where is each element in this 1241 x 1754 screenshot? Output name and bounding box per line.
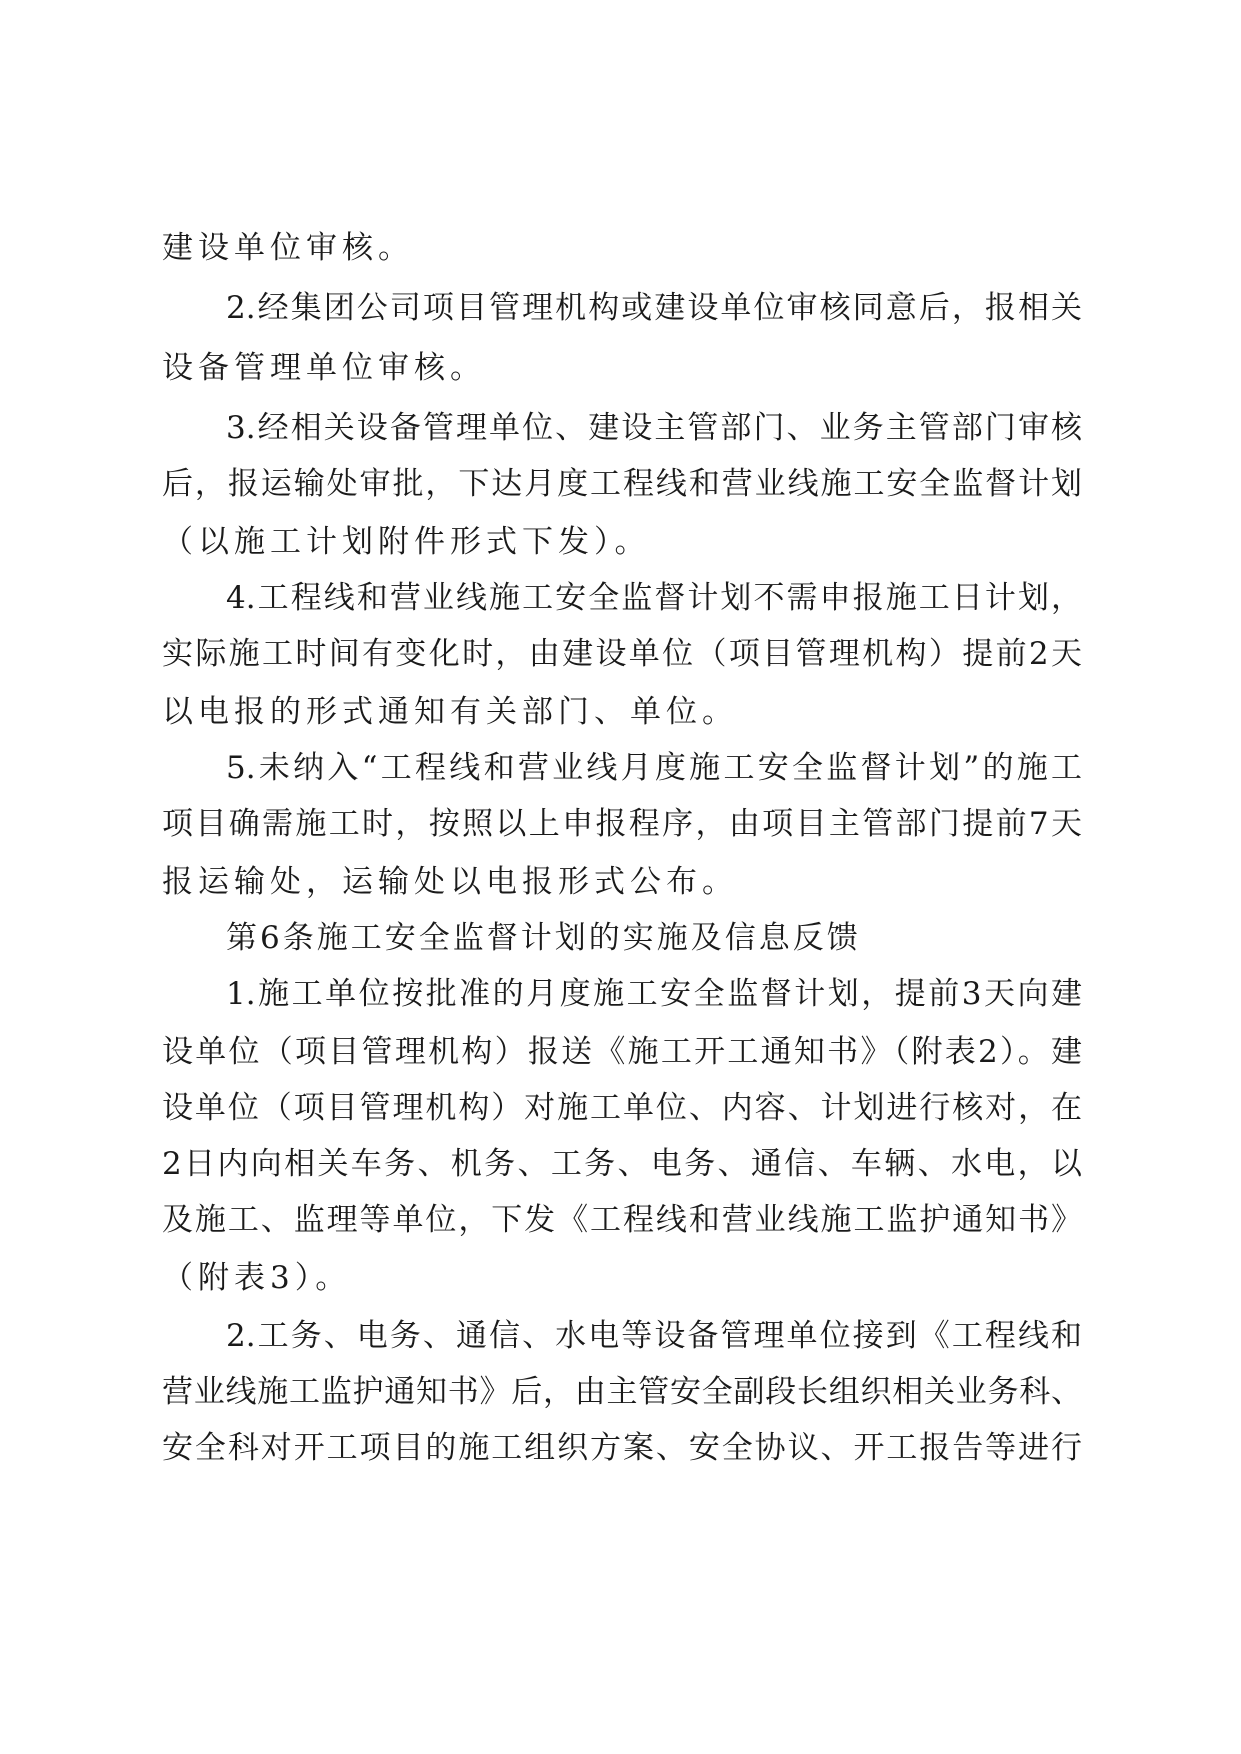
text-line-11: 项目确需施工时，按照以上申报程序，由项目主管部门提前7天 [162, 806, 1082, 842]
text-line-5: 后，报运输处审批，下达月度工程线和营业线施工安全监督计划 [162, 466, 1082, 502]
text-line-2: 2.经集团公司项目管理机构或建设单位审核同意后，报相关 [226, 290, 1082, 326]
text-line-10: 5.未纳入“工程线和营业线月度施工安全监督计划”的施工 [226, 750, 1082, 786]
text-line-3: 设备管理单位审核。 [162, 350, 486, 386]
text-line-9: 以电报的形式通知有关部门、单位。 [162, 694, 738, 730]
text-line-22: 安全科对开工项目的施工组织方案、安全协议、开工报告等进行 [162, 1430, 1082, 1466]
text-line-4: 3.经相关设备管理单位、建设主管部门、业务主管部门审核 [226, 410, 1082, 446]
text-line-19: （附表3）。 [162, 1260, 352, 1296]
text-line-16: 设单位（项目管理机构）对施工单位、内容、计划进行核对，在 [162, 1090, 1082, 1126]
text-line-15: 设单位（项目管理机构）报送《施工开工通知书》（附表2）。建 [162, 1034, 1082, 1070]
text-line-20: 2.工务、电务、通信、水电等设备管理单位接到《工程线和 [226, 1318, 1082, 1354]
text-line-7: 4.工程线和营业线施工安全监督计划不需申报施工日计划， [226, 580, 1082, 616]
section-heading: 第6条施工安全监督计划的实施及信息反馈 [226, 920, 861, 956]
text-line-12: 报运输处，运输处以电报形式公布。 [162, 864, 738, 900]
text-line-6: （以施工计划附件形式下发）。 [162, 524, 651, 560]
text-line-18: 及施工、监理等单位，下发《工程线和营业线施工监护通知书》 [162, 1202, 1082, 1238]
text-line-1: 建设单位审核。 [162, 230, 414, 266]
text-line-14: 1.施工单位按批准的月度施工安全监督计划，提前3天向建 [226, 976, 1082, 1012]
text-line-21: 营业线施工监护通知书》后，由主管安全副段长组织相关业务科、 [162, 1374, 1082, 1410]
text-line-17: 2日内向相关车务、机务、工务、电务、通信、车辆、水电，以 [162, 1146, 1082, 1182]
text-line-8: 实际施工时间有变化时，由建设单位（项目管理机构）提前2天 [162, 636, 1082, 672]
